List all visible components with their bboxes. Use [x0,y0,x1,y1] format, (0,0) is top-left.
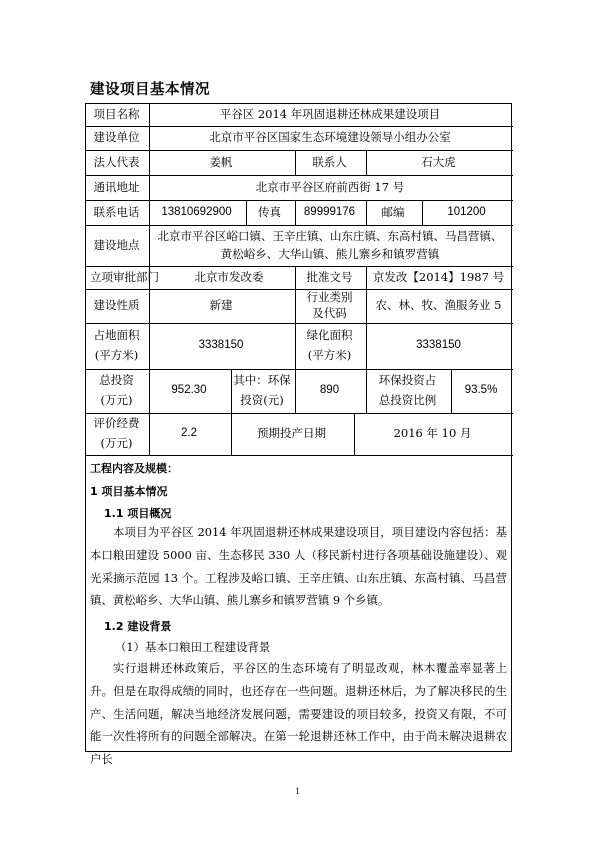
operation-date-value: 2016 年 10 月 [393,426,472,440]
page-number: 1 [295,786,300,796]
sub-heading-farmland: （1）基本口粮田工程建设背景 [115,640,271,654]
approval-dept-label: 立项审批部门 [90,269,159,284]
paragraph-background: 实行退耕还林政策后，平谷区的生态环境有了明显改观，林木覆盖率显著上升。但是在取得成绩的同时，也还存在一些问题。退耕还林后，为了解决移民的生产、生活问题，解决当地经济发展问题，需要建设的项目较多，投资又有限，不可能一次性将所有的问题全部解决。在第一轮退耕还林工作中，由于尚未解决退耕农户长 [90,661,507,767]
eval-fee-value: 2.2 [181,427,197,439]
contact-label: 联系人 [312,154,347,169]
invest-value: 952.30 [171,384,207,396]
postcode-label: 邮编 [381,204,405,219]
location-value [148,224,512,265]
approval-no-label: 批准文号 [306,269,353,284]
phone-value: 13810692900 [161,205,232,218]
nature-value: 新建 [209,298,233,312]
industry-value: 农、林、牧、渔服务业 5 [375,298,502,312]
nature-label: 建设性质 [93,298,140,312]
industry-label: 行业类别 及代码 [306,290,353,320]
heading-1: 1 项目基本情况 [90,485,168,498]
fax-value: 89999176 [303,205,356,218]
location-label: 建设地点 [93,237,140,252]
location-line-1: 北京市平谷区峪口镇、王辛庄镇、山东庄镇、东高村镇、马昌营镇、 [157,228,503,243]
env-ratio-label: 环保投资占 总投资比例 [378,373,437,407]
phone-label: 联系电话 [93,204,140,219]
paragraph-overview: 本项目为平谷区 2014 年巩固退耕还林成果建设项目，项目建设内容包括：基本口粮田建设 5000 亩、生态移民 330 人（移民新村进行各项基础设施建设）、观光采摘示范园 13 个。工程涉及峪口镇、王辛庄镇、山东庄镇、东高村镇、马昌营镇、黄松峪乡、大华山镇、熊儿寨乡和镇罗营镇 9 个乡镇。 [90,525,507,608]
legal-rep-value: 姜帆 [209,154,233,169]
section-title: 工程内容及规模： [90,462,178,475]
green-value: 3338150 [416,339,461,351]
green-label: 绿化面积 (平方米) [306,328,353,362]
project-name-value: 平谷区 2014 年巩固退耕还林成果建设项目 [219,107,441,121]
env-ratio-value: 93.5% [464,384,498,396]
env-invest-label: 其中：环保 投资(元) [233,373,291,407]
address-value: 北京市平谷区府前西街 17 号 [255,179,405,194]
address-label: 通讯地址 [93,179,140,194]
heading-1-2: 1.2 建设背景 [104,620,172,633]
approval-dept-value: 北京市发改委 [194,269,264,284]
legal-rep-label: 法人代表 [93,154,140,169]
location-line-2: 黄松峪乡、大华山镇、熊儿寨乡和镇罗营镇 [220,246,440,261]
postcode-value: 101200 [447,205,486,218]
fax-label: 传真 [258,204,281,219]
invest-label: 总投资 (万元) [99,373,134,407]
project-name-label: 项目名称 [93,107,140,121]
builder-value: 北京市平谷区国家生态环境建设领导小组办公室 [209,130,451,144]
area-value: 3338150 [198,339,244,351]
heading-1-1: 1.1 项目概况 [104,507,172,520]
page-heading: 建设项目基本情况 [90,82,210,98]
row-divider [86,455,513,456]
env-invest-value: 890 [319,384,340,396]
contact-value: 石大虎 [421,154,456,169]
approval-no-value: 京发改【2014】1987 号 [372,269,505,284]
area-label: 占地面积 (平方米) [93,328,140,362]
operation-date-label: 预期投产日期 [257,426,326,440]
eval-fee-label: 评价经费 (万元) [93,416,140,450]
builder-label: 建设单位 [93,130,140,144]
